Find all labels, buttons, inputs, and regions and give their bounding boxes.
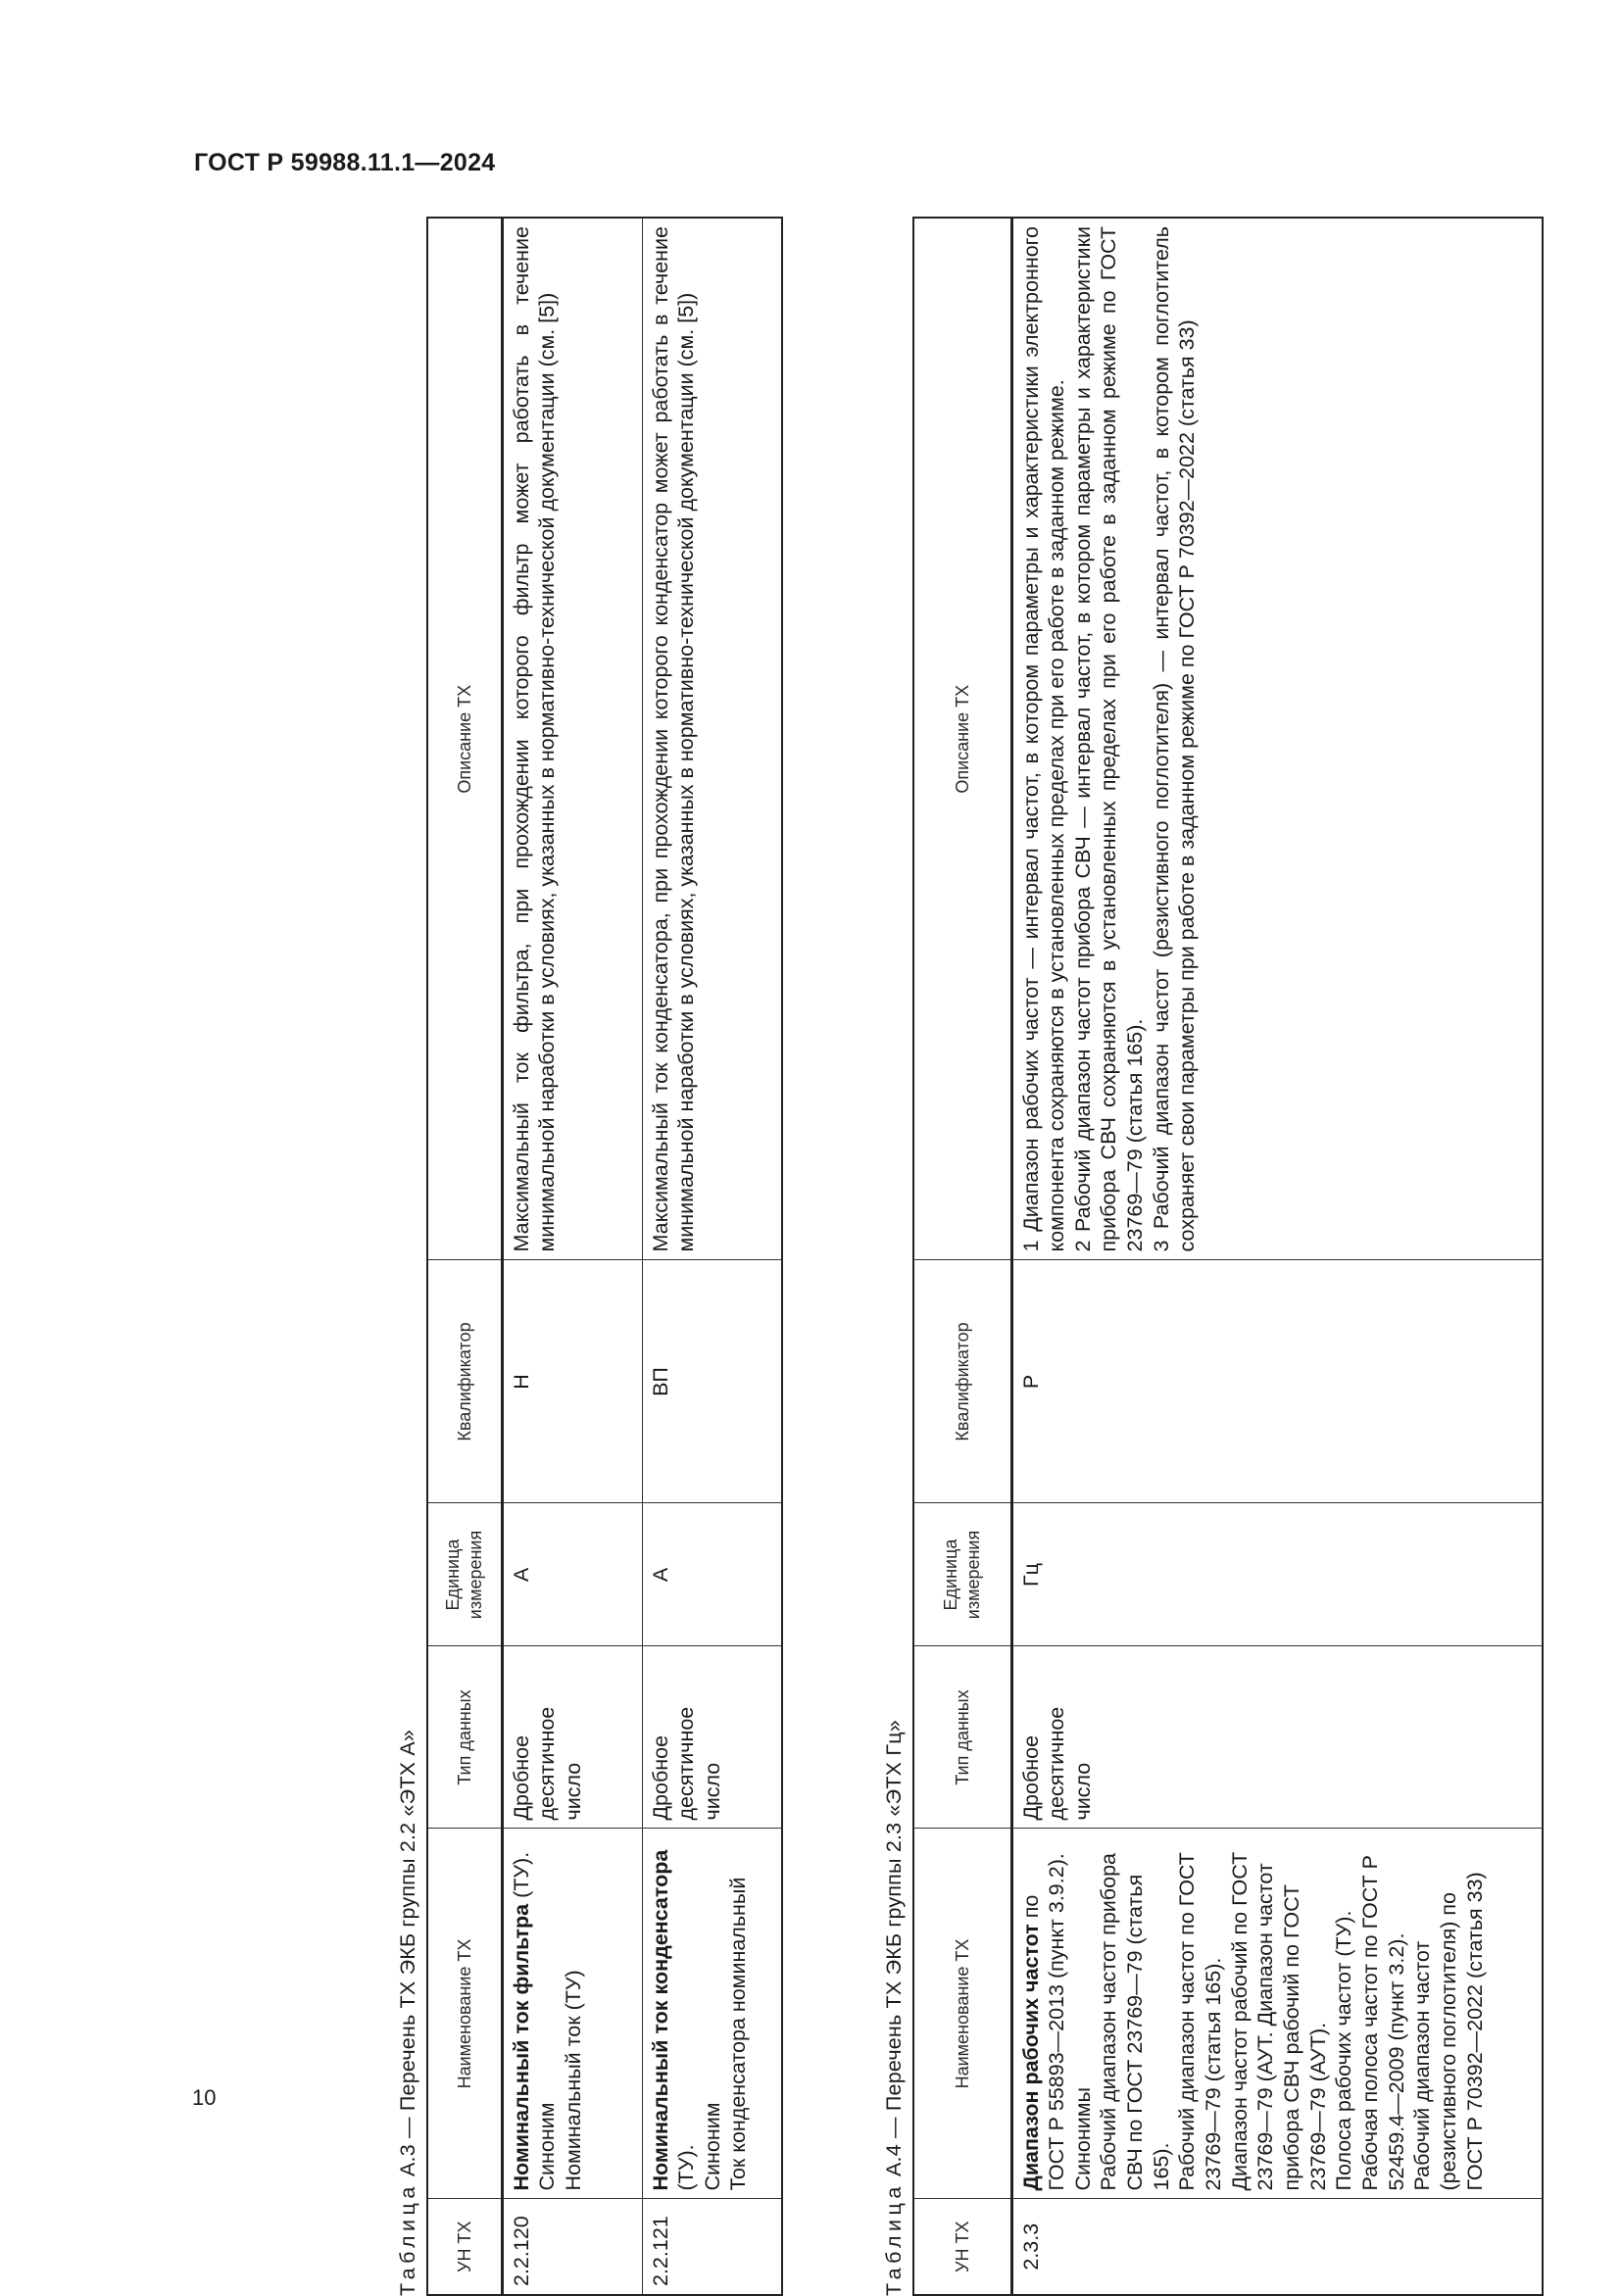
header-description: Описание ТХ <box>913 218 1011 1260</box>
table-a4-caption <box>879 219 912 2296</box>
cell-unit: А <box>502 1503 642 1646</box>
cell-description: Максимальный ток фильтра, при прохождении которого фильтр может работать в течение минимальной наработки в условиях, указанных в нормативно-технической документации (см. [5]) <box>502 218 642 1260</box>
description-item: 3 Рабочий диапазон частот (резистивного поглотителя) — интервал частот, в котором поглотитель сохраняет свои параметры при работе в заданном режиме по ГОСТ Р 70392—2022 (статья 33) <box>1149 226 1200 1252</box>
name-rest: (ТУ). <box>509 1851 533 1904</box>
name-bold: Номинальный ток фильтра <box>509 1903 533 2191</box>
synonym-item: Рабочий диапазон частот прибора СВЧ по ГОСТ 23769—79 (статья 165). <box>1097 1853 1173 2191</box>
cell-type: Дробное десятичное число <box>642 1646 782 1829</box>
cell-description <box>1011 218 1543 1260</box>
synonym-item: Полоса рабочих частот (ТУ). <box>1332 1910 1356 2191</box>
synonym: Номинальный ток (ТУ) <box>561 1970 585 2191</box>
synonyms-label: Синонимы <box>1070 2087 1095 2191</box>
cell-name <box>1011 1829 1543 2199</box>
cell-name <box>642 1829 782 2199</box>
synonym-item: Диапазон частот рабочий по ГОСТ 23769—79 (АУТ. Диапазон частот прибора СВЧ рабочий по ГОСТ 23769—79 (АУТ). <box>1227 1851 1330 2191</box>
cell-qualifier: Н <box>502 1260 642 1503</box>
cell-id: 2.3.3 <box>1011 2199 1543 2295</box>
cell-name <box>502 1829 642 2199</box>
cell-type: Дробное десятичное число <box>1011 1646 1543 1829</box>
table-a4 <box>912 217 1544 2296</box>
name-bold: Диапазон рабочих частот <box>1018 1924 1043 2191</box>
cell-unit: А <box>642 1503 782 1646</box>
name-rest: (ТУ). <box>674 2144 699 2191</box>
table-a3 <box>426 217 783 2296</box>
synonym-item: Рабочий диапазон частот по ГОСТ 23769—79 (статья 165). <box>1175 1852 1226 2191</box>
header-description: Описание ТХ <box>427 218 502 1260</box>
name-rest: по ГОСТ Р 55893—2013 (пункт 3.9.2). <box>1018 1853 1069 2191</box>
header-qualifier: Квалификатор <box>427 1260 502 1503</box>
caption-text: А.3 — Перечень ТХ ЭКБ группы 2.2 «ЭТХ А» <box>396 1729 419 2183</box>
header-name: Наименование ТХ <box>913 1829 1011 2199</box>
caption-prefix: Таблица <box>882 2182 906 2296</box>
table-a3-caption <box>393 219 426 2296</box>
rotated-tables-block <box>393 219 1487 2296</box>
header-qualifier: Квалификатор <box>913 1260 1011 1503</box>
cell-qualifier: Р <box>1011 1260 1543 1503</box>
header-id: УН ТХ <box>427 2199 502 2295</box>
cell-type: Дробное десятичное число <box>502 1646 642 1829</box>
table-row <box>502 218 642 2295</box>
cell-qualifier: ВП <box>642 1260 782 1503</box>
header-unit: Единица измерения <box>427 1503 502 1646</box>
description-item: 1 Диапазон рабочих частот — интервал частот, в котором параметры и характеристики электронного компонента сохраняются в установленных пределах при его работе в заданном режиме. <box>1018 226 1069 1252</box>
cell-description: Максимальный ток конденсатора, при прохождении которого конденсатор может работать в течение минимальной наработки в условиях, указанных в нормативно-технической документации (см. [5]) <box>642 218 782 1260</box>
document-code: ГОСТ Р 59988.11.1—2024 <box>194 149 496 176</box>
synonym: Ток конденсатора номинальный <box>726 1877 751 2191</box>
synonym-label: Синоним <box>535 2102 560 2191</box>
caption-text: А.4 — Перечень ТХ ЭКБ группы 2.3 «ЭТХ Гц» <box>882 1720 906 2183</box>
caption-prefix: Таблица <box>396 2182 419 2296</box>
table-header-row <box>913 218 1011 2295</box>
synonym-item: Рабочий диапазон частот (резистивного поглотителя) по ГОСТ Р 70392—2022 (статья 33) <box>1410 1872 1487 2191</box>
header-name: Наименование ТХ <box>427 1829 502 2199</box>
table-header-row <box>427 218 502 2295</box>
cell-id: 2.2.120 <box>502 2199 642 2295</box>
header-unit: Единица измерения <box>913 1503 1011 1646</box>
cell-unit: Гц <box>1011 1503 1543 1646</box>
synonym-item: Рабочая полоса частот по ГОСТ Р 52459.4—2009 (пункт 3.2). <box>1358 1854 1408 2191</box>
name-bold: Номинальный ток конденсатора <box>648 1849 672 2191</box>
header-type: Тип данных <box>913 1646 1011 1829</box>
description-item: 2 Рабочий диапазон частот прибора СВЧ — интервал частот, в котором параметры и характеристики прибора СВЧ сохраняются в установленных пределах при его работе в заданном режиме по ГОСТ 23769—79 (статья 165). <box>1070 226 1148 1252</box>
table-row <box>1011 218 1543 2295</box>
page-number: 10 <box>192 2085 217 2110</box>
header-type: Тип данных <box>427 1646 502 1829</box>
cell-id: 2.2.121 <box>642 2199 782 2295</box>
synonym-label: Синоним <box>700 2102 724 2191</box>
table-row <box>642 218 782 2295</box>
table-gap <box>783 219 879 2296</box>
header-id: УН ТХ <box>913 2199 1011 2295</box>
